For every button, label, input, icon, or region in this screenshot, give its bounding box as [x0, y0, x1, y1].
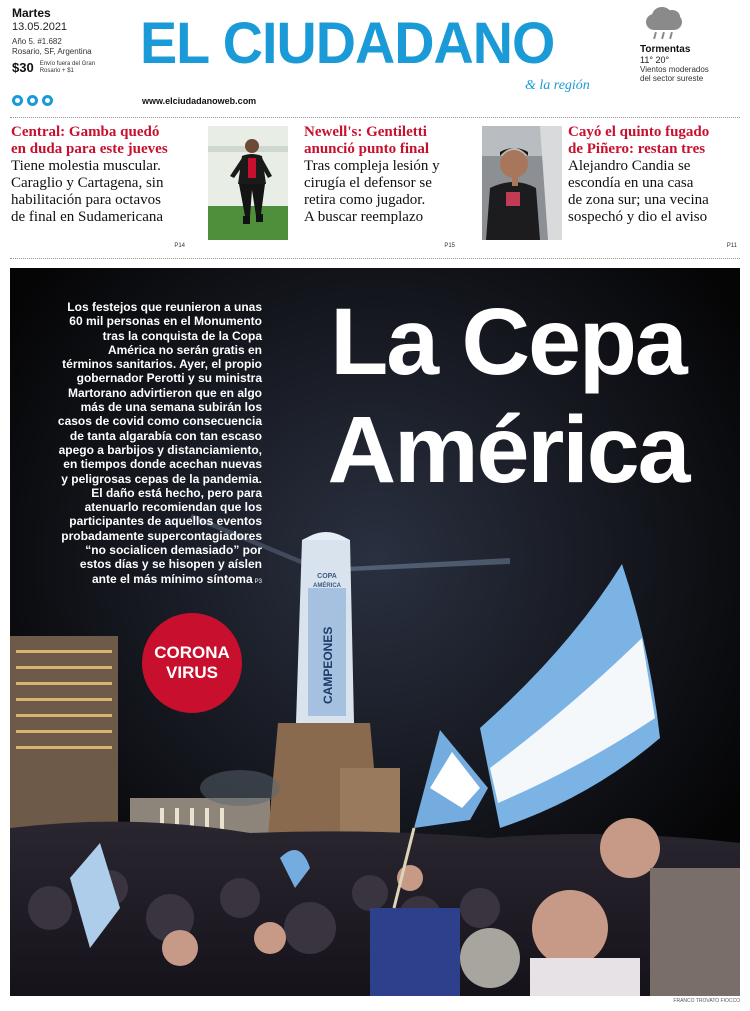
lead-line: tras la conquista de la Copa — [102, 328, 262, 343]
teaser-body: de zona sur; una vecina — [568, 192, 709, 208]
teaser-central[interactable] — [11, 124, 203, 226]
lead-line — [40, 572, 262, 589]
badge-line-2: VIRUS — [166, 663, 218, 682]
coronavirus-badge — [142, 613, 242, 713]
teaser-body: Tiene molestia muscular. — [11, 158, 161, 174]
teaser-body: sospechó y dio el aviso — [568, 209, 708, 225]
lead-line: atenuarlo recomiendan que los — [84, 500, 262, 515]
edition-info — [12, 6, 122, 75]
teaser-body: A buscar reemplazo — [304, 209, 424, 225]
price-note: Envío fuera del Gran Rosario + $1 — [39, 60, 96, 74]
badge-line-1: CORONA — [154, 643, 230, 662]
weather-description-2: del sector sureste — [640, 74, 704, 83]
cover-price: $30 — [12, 60, 34, 75]
newspaper-logo: EL CIUDADANO — [140, 11, 555, 76]
lead-line: en tiempos donde acechan nuevas — [63, 457, 262, 472]
player-photo — [208, 126, 288, 240]
teaser-headline: Cayó el quinto fugado — [568, 124, 710, 140]
teaser-headline: Newell's: Gentiletti — [304, 124, 427, 140]
weather-temps: 11° 20° — [640, 55, 670, 65]
lead-line: casos de covid como consecuencia — [57, 414, 262, 429]
teaser-headline: Central: Gamba quedó — [11, 124, 160, 140]
teaser-newells[interactable] — [304, 124, 474, 226]
lead-line: de tanta algarabía con tan escaso — [69, 428, 262, 443]
lead-line: Los festejos que reunieron a unas — [67, 300, 262, 314]
lead-line: “no socialicen demasiado” por — [85, 543, 262, 558]
weather-description-1: Vientos moderados — [640, 65, 709, 74]
lead-line: gobernador Perotti y su ministra — [76, 371, 262, 386]
teaser-pinero[interactable] — [568, 124, 744, 226]
lead-line: términos sanitarios. Ayer, el propio — [62, 357, 262, 372]
lead-line: más de una semana subirán los — [80, 400, 262, 415]
facebook-icon[interactable] — [12, 95, 23, 106]
teaser-headline: anunció punto final — [304, 141, 430, 157]
edition-day: Martes — [12, 6, 51, 20]
teaser-body: retira como jugador. — [304, 192, 426, 208]
main-story[interactable] — [10, 268, 740, 996]
teaser-body: cirugía el defensor se — [304, 175, 432, 191]
lead-line: El daño está hecho, pero para — [91, 485, 262, 500]
main-headline-line-2: América — [327, 397, 689, 503]
lead-page: P3 — [254, 578, 262, 585]
projection-text: COPA — [317, 573, 337, 580]
lead-paragraph — [40, 300, 262, 589]
twitter-icon[interactable] — [27, 95, 38, 106]
divider — [10, 258, 740, 259]
lead-line: 60 mil personas en el Monumento — [69, 314, 262, 329]
teaser-body: de final en Sudamericana — [11, 209, 164, 225]
edition-number: Año 5. #1.682 — [12, 37, 62, 46]
edition-date: 13.05.2021 — [12, 21, 68, 33]
fugitive-photo — [482, 126, 562, 240]
teaser-headline: de Piñero: restan tres — [568, 141, 706, 157]
teaser-page: P15 — [444, 243, 455, 249]
teaser-headline: en duda para este jueves — [11, 141, 168, 157]
photo-credit: FRANCO TROVATO FIOCCO — [673, 998, 740, 1004]
lead-line: apego a barbijos y distanciamiento, — [58, 442, 262, 457]
lead-line: estos días y se hisopen y aíslen — [79, 557, 262, 572]
teaser-body: escondía en una casa — [568, 175, 694, 191]
lead-text: ante el más mínimo síntoma — [91, 571, 253, 586]
teaser-body: Caraglio y Cartagena, sin — [11, 175, 164, 191]
social-links — [12, 95, 53, 106]
teaser-body: habilitación para octavos — [11, 192, 161, 208]
lead-line: América no serán gratis en — [107, 342, 262, 357]
teaser-body: Alejandro Candia se — [568, 158, 691, 174]
website-link[interactable]: www.elciudadanoweb.com — [142, 96, 257, 106]
main-headline[interactable] — [278, 288, 738, 504]
lead-line: probadamente supercontagiadores — [61, 528, 262, 543]
lead-line: participantes de aquellos eventos — [69, 514, 262, 529]
instagram-icon[interactable] — [42, 95, 53, 106]
masthead — [0, 0, 750, 118]
lead-line: y peligrosas cepas de la pandemia. — [61, 471, 262, 486]
teaser-page: P14 — [174, 243, 185, 249]
weather-condition: Tormentas — [640, 44, 691, 55]
teaser-body: Tras compleja lesión y — [304, 158, 440, 174]
divider — [10, 117, 740, 118]
storm-cloud-icon — [642, 4, 686, 42]
main-headline-line-1: La Cepa — [330, 289, 686, 395]
lead-line: Martorano advirtieron que en algo — [67, 385, 262, 400]
projection-text: CAMPEONES — [321, 626, 335, 704]
teaser-page: P11 — [726, 243, 737, 249]
weather-box — [640, 4, 744, 83]
edition-location: Rosario, SF, Argentina — [12, 47, 92, 56]
projection-text: AMÉRICA — [313, 583, 341, 589]
logo-subtitle: & la región — [525, 78, 590, 93]
